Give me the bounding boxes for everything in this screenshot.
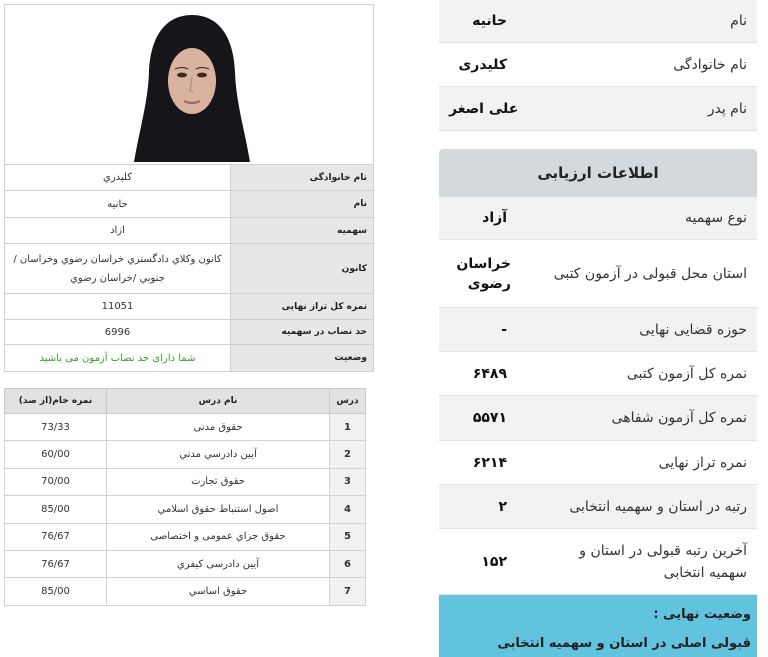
info-value: کلیدري [5,165,231,191]
course-number: 5 [330,523,366,550]
info-row [5,191,374,218]
info-value: ازاد [5,218,231,244]
info-value: حانیه [5,191,231,218]
row-value: ۶۴۸۹ [472,365,507,382]
evaluation-panel [439,0,757,657]
row-value: ۵۵۷۱ [472,410,507,426]
row-value: کلیدری [458,56,507,73]
info-row [5,320,374,345]
eval-row [439,485,757,529]
personal-row [439,0,757,43]
row-label: نام خانوادگی [673,56,747,73]
row-label: نمره کل آزمون شفاهی [611,410,747,426]
row-label: نمره کل آزمون کتبی [626,365,747,382]
course-number: 3 [330,468,366,495]
info-label: حد نصاب در سهمیه [231,320,374,345]
course-name: آيين دادرسی کيفري [107,550,330,577]
final-status-label: وضعیت نهایی : [653,607,751,622]
eval-row [439,240,757,308]
course-score: 60/00 [5,441,107,468]
candidate-info-table [4,164,374,372]
final-status-value: قبولی اصلی در استان و سهمیه انتخابی [497,636,751,651]
info-value: کانون وکلاي دادگستري خراسان رضوي وخراسان / جنوبي /خراسان رضوي [5,244,231,294]
course-name: اصول استنباط حقوق اسلامي [107,496,330,523]
row-label: رتبه در استان و سهمیه انتخابی [569,498,747,515]
course-number: 6 [330,550,366,577]
personal-row [439,87,757,131]
course-score: 70/00 [5,468,107,495]
row-label: نمره تراز نهایی [658,454,747,471]
info-label: نام [231,191,374,218]
info-row [5,345,374,372]
info-label: سهمیه [231,218,374,244]
info-label: نمره کل تراز نهایی [231,294,374,320]
info-label: وضعیت [231,345,374,372]
course-score: 85/00 [5,496,107,523]
info-row [5,244,374,294]
table-row [5,578,366,605]
row-value: آزاد [482,210,507,226]
eval-row [439,308,757,352]
header-course-number: درس [330,389,366,414]
course-number: 1 [330,414,366,441]
row-value: - [501,321,507,338]
table-row [5,468,366,495]
row-label: حوزه قضایی نهایی [639,321,747,338]
info-row [5,165,374,191]
row-value: حانیه [472,13,507,29]
final-status-box [439,595,757,657]
info-value: 6996 [5,320,231,345]
section-title: اطلاعات ارزیابی [439,149,757,197]
course-name: حقوق مدنی [107,414,330,441]
eval-row [439,529,757,595]
course-name: آيين دادرسي مدني [107,441,330,468]
info-value: 11051 [5,294,231,320]
row-value: ۱۵۲ [481,553,507,570]
row-label: نوع سهمیه [685,210,747,226]
table-row [5,550,366,577]
eval-row [439,197,757,240]
course-name: حقوق تجارت [107,468,330,495]
table-row [5,441,366,468]
course-score: 76/67 [5,523,107,550]
header-course-name: نام درس [107,389,330,414]
row-value: ۶۲۱۴ [472,454,507,471]
row-value: خراسان رضوی [456,255,511,292]
row-value: ۲ [498,498,507,515]
row-label: آخرین رتبه قبولی در استان و سهمیه انتخابی [579,542,747,581]
photo-frame [4,4,374,164]
table-row [5,414,366,441]
header-raw-score: نمره خام(از صد) [5,389,107,414]
course-number: 2 [330,441,366,468]
course-score: 76/67 [5,550,107,577]
personal-row [439,43,757,87]
course-score: 73/33 [5,414,107,441]
info-label: نام خانوادگی [231,165,374,191]
status-text: شما دارای حد نصاب آزمون می باشید [5,345,231,372]
info-label: کانون [231,244,374,294]
table-row [5,496,366,523]
row-label: نام [730,13,747,29]
candidate-photo [132,7,252,162]
row-label: نام پدر [707,100,747,117]
eval-row [439,396,757,441]
course-score: 85/00 [5,578,107,605]
grades-header-row [5,389,366,414]
table-row [5,523,366,550]
eval-row [439,352,757,396]
row-value: علی اصغر [449,100,519,117]
course-name: حقوق جزاي عمومی و اختصاصی [107,523,330,550]
eval-row [439,441,757,485]
info-row [5,294,374,320]
info-row [5,218,374,244]
course-number: 4 [330,496,366,523]
grades-table [4,388,366,606]
course-name: حقوق اساسي [107,578,330,605]
course-number: 7 [330,578,366,605]
report-card-panel [4,4,374,372]
row-label: استان محل قبولی در آزمون کتبی [553,265,747,282]
